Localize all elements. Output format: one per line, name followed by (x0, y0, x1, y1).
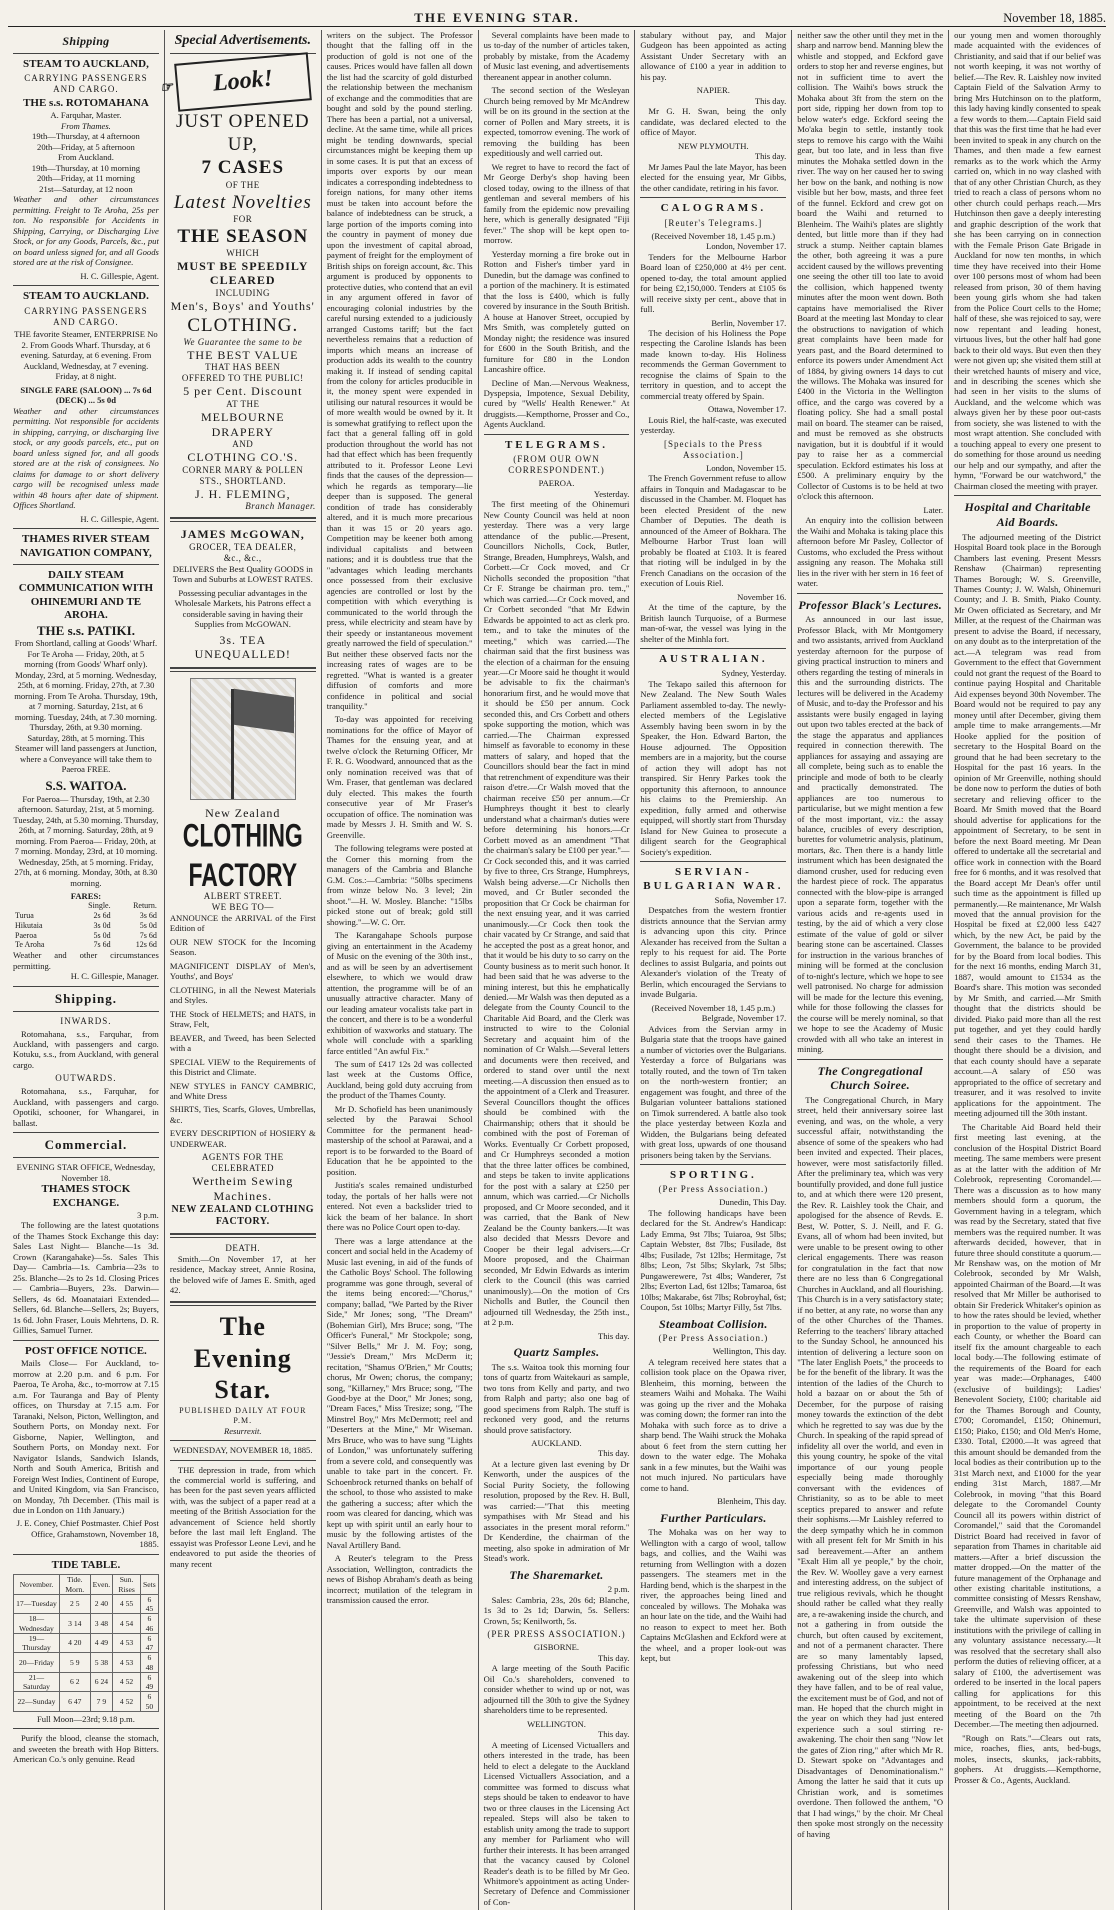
table-row (13, 940, 159, 950)
auckland-dateline: This day. (597, 1448, 630, 1459)
local-news-item: Justitia's scales remained undisturbed today, the portals of her halls were not entered. Not even a backslider tried to kick the beam of her balance. In short there was no Police Court open to-day. (326, 1180, 473, 1233)
steamboat-text: A telegram received here states that a collision took place on the Opawa river, Blenheim, this morning, between the steamers Waihi and Mohaka. The Waihi was going up the river and the Mohaka was coming down; the former ran into the Mohaka with such force as to drive a sharp bend. The Waihi struck the Mohaka about 6 feet from the stern cutting her down to the water edge. The Mohaka sank in a few minutes, but the Waihi was not much injured. No particulars have come to hand. (640, 1356, 787, 1493)
table-row (13, 921, 159, 931)
clothing-factory-title: CLOTHING FACTORY (182, 816, 303, 893)
later-text: An enquiry into the collision between the Waihi and Mohaka is taking place this afternoon before Mr Pasley, Collector of Customs, who excluded the Press without assigning any reason. The Mohaka still lies in the river with her stern in 16 feet of water. (797, 515, 944, 589)
gisborne-head: GISBORNE. (533, 1642, 580, 1653)
new-stock-text: OUR NEW STOCK for the Incoming Season. (169, 936, 316, 958)
black-lectures-text: As announced in our last issue, Professor Black, with Mr Montgomery and two assistants, arrived from Auckland yesterday afternoon for the purpose of giving practical instruction to miners and others regarding the testing of minerals in this and the surrounding districts. The lectures will be delivered in the Academy of Music, and to-day the Professor and his assistants were busily engaged in laying out upon two tables erected at the back of the stage the apparatus and appliances required in connection therewith. The appliances for assaying and assaying are all complete, being such as to enable the principle and mode of both to be clearly and practically demonstrated. The appliances are too numerous to particularise, but we might mention a few of the most important, viz.: the assay balance, crucibles of every description, burettes for volumetric analysis, platinum, mortars, &c. Then there is a handy little instrument which has been designated the diamond crusher, used for reducing even the hardest piece of rock. The apparatus connected with the blow-pipe is arranged upon a separate form, together with the various acids and re-agents used in testing, by the aid of which a very close estimate of the value of gold or silver bearing stone can be ascertained. Classes for instruction in the various branches of mining will be formed at the conclusion of to-night's lecture, which we hope to see well patronised. No charge for admission will be made for the lecture this evening, while for those following the classes for the course will be merely nominal, so that we hope to see the Academy of Music crowded with all who take an interest in mining. (797, 614, 944, 1055)
clothing-heading: CLOTHING. (187, 314, 299, 336)
charitable-text: The Charitable Aid Board held their first meeting last evening, at the conclusion of the Hospital District Board meeting. The same members were present as at the latter with the addition of Mr Colebrook, representing Coromandel.—There was a discussion as to how many members should form a quorum, the Government having in a telegram, which was read by the Secretary, stated that five members was the required number. It was afterwards decided, however, that in future three should constitute a quorum.—Mr Renshaw was, on the motion of Mr Colebrook, seconded by Mr Walsh, appointed Chairman of the Board.—It was resolved that Mr Miller be authorised to obtain Sir Frederick Whitaker's opinion as to how the rates should be levied, whether in proportion to the value of property in each County, or whether the Board can itself fix the amount chargeable to each local body.—The following estimate of the requirements of the Board for each year was made:—Orphanages, £400 (exclusive of buildings); Ladies' Benevolent Society, £100; charitable aid for the Thames Borough and County, £700; Coromandel, £150; Ohinemuri, £150; Piako, £150; and Old Men's Home, £330. Total, £2000.—It was agreed that this amount should be demanded from the local bodies as their contribution up to the 31st March next, and £1000 for the year ending 31st March, 1887.—Mr Colebrook, in moving "that this Board delegate to the Coromandel County Council all its powers within district of Coromandel," said that the Coromandel District Board had received in favor of separation from Thames in charitable aid matters.—After a brief discussion the matter dropped.—On the matter of the future management of the Orphanage and other existing charitable institutions, a committee consisting of Messrs Renshaw, Greenville, and Walsh was appointed to take the ultimate supervision of these institutions with the privilege of calling in any voluntary assistance necessary.—It was resolved that the secretary shall also perform the duties of relieving officer, at a salary of £100, the advertisement was ordered to be inserted in the local papers calling for applications for this appointment, to be received at the next meeting of the Board on the 7th December.—The meeting then adjourned. (954, 1121, 1101, 1730)
clothing-co: CLOTHING CO.'S. (187, 450, 299, 465)
london-dateline: London, November 17. (706, 241, 787, 252)
just-opened: JUST OPENED UP, (175, 111, 310, 156)
resurrexit: Resurrexit. (223, 1425, 262, 1436)
grocer: GROCER, TEA DEALER, (189, 541, 297, 552)
helmets-text: THE Stock of HELMETS; and HATS, in Straw, Felt, (169, 1008, 316, 1030)
tide-cell: 20—Friday (14, 1653, 60, 1673)
wellington-text: A meeting of Licensed Victuallers and others interested in the trade, has been held to elect a delegate to the Auckland Licensed Victuallers Association, and a committee was formed to discuss what steps should be taken to endeavor to have two or three clauses in the Licensing Act repealed. Steps will also be taken to establish unity among the trade to support any member for Parliament who will further their interests. It has been arranged that the vacancy caused by Colonel Reader's death is to be filled by Mr Geo. Whitmore's appointment as acting Under-Secretary of Defence and Commissioner of Con- (483, 1739, 630, 1907)
masthead (8, 4, 1106, 27)
editorial-cont: writers on the subject. The Professor thought that the falling off in the production of gold is not one of the causes. Prices would have fallen all down the list had the scarcity of gold disturbed the relationship between the mechanism of exchange and the commodities that are bought and sold by the pound sterling. There has been a partial, not a universal, decline. At the same time, while all prices might be tending downwards, special circumstances might be keeping them up in some cases. It is put that an excess of imports over exports by our mean indicates a corresponding indebtedness to foreign nations, for many other items must be taken into account before the balance of indebtedness can be struck, a large portion of the imports coming into the country in payment of money due upon the investment of capital abroad, payment of freight for the employment of British ships on foreign account, &c. This argument is produced by opponents to protective duties, who contend that an evil in any argument offered in favor of encouraging colonial industries by the careful nursing extended to a judiciously arranged Customs tariff; but the fact nevertheless remains that a reduction of imports which means an increase of production adds its wealth to the country making it. If instead of sending capital from the colony for articles producible in it, the money spent were expended in utilising our natural resources it would be of more wealth would be owned by it. It is somewhat gratifying to reflect upon the fact that a general falling off in gold production throughout the world has not had that effect which has been frequently attributed to it. Professor Leone Levi finds that the causes of the depression—which he regards as temporary—lie deeper than is supposed. The general condition of trade has considerably altered, and it is much more precarious than it was 15 or 20 years ago. Competition may be keener both among individual capitalists and between nations; and it is doubtless true that the "advantages which leading merchants once possessed from their exclusive agencies are controlled or lost by the competition with which everything is communicated to the world through the press, while electricity and steam have by their speedy or instantaneous movement greatly narrowed the field of speculation." But neither these observed facts nor the increasing rates of wages are to be regretted. "What is wanted is a greater diffusion of comforts and more confidence in political and social tranquility." (326, 30, 473, 711)
own-correspondent: (FROM OUR OWN CORRESPONDENT.) (508, 454, 605, 476)
received-note: (Received November 18, 1.45 p.m.) (651, 230, 776, 241)
cable-text: Louis Riel, the half-caste, was executed yesterday. (640, 414, 787, 436)
seven-cases: 7 CASES (201, 157, 285, 179)
table-row (13, 931, 159, 941)
fares-table (13, 901, 159, 950)
steamboat-heading: Steamboat Collision. (659, 1316, 768, 1331)
hospital-heading: Hospital and Charitable Aid Boards. (964, 500, 1091, 529)
magnificent-text: MAGNIFICENT DISPLAY of Men's, Youths', and Boys' (169, 960, 316, 982)
received-note: (Received November 18, 1.45 p.m.) (651, 1002, 776, 1013)
including-label: INCLUDING (215, 288, 271, 299)
fares-note: Weather and other circumstances permitting. (13, 950, 159, 971)
fare-return: 3s 6d (139, 911, 157, 921)
editorial-date: WEDNESDAY, NOVEMBER 18, 1885. (173, 1445, 313, 1456)
rough-on-rats-ad: "Rough on Rats."—Clears out rats, mice, roaches, flies, ants, bed-bugs, moles, insects, skunks, jack-rabbits, gophers. At druggists.—Kempthorne, Prosser & Co., Agents, Auckland. (954, 1732, 1101, 1785)
beaver-text: BEAVER, and Tweed, has been Selected with a (169, 1032, 316, 1054)
tide-cell: 21—Saturday (14, 1672, 60, 1692)
tide-cell: 17—Tuesday (14, 1594, 60, 1614)
branch-manager: Branch Manager. (245, 501, 316, 512)
newspaper-title: THE EVENING STAR. (414, 10, 580, 25)
clothing-styles-text: CLOTHING, in all the Newest Materials and Styles. (169, 984, 316, 1006)
purify-ad: Purify the blood, cleanse the stomach, and sweeten the breath with Hop Bitters. American Co.'s only genuine. Read (13, 1733, 159, 1765)
special-view-text: SPECIAL VIEW to the Requirements of this District and Climate. (169, 1056, 316, 1078)
tide-cell: 6 50 (140, 1692, 158, 1712)
tide-cell: 2 40 (90, 1594, 113, 1614)
fare-return: 12s 6d (135, 940, 157, 950)
column-telegrams (479, 30, 636, 1910)
fares-head: Return. (133, 901, 157, 911)
fare-dest: Hikutaia (15, 920, 43, 930)
death-text: Smith.—On November 17, at her residence, Mackay street, Annie Rosina, the beloved wife of James E. Smith, aged 42. (169, 1253, 316, 1296)
guarantee-line: We Guarantee the same to be (183, 336, 303, 347)
newplymouth-text: Mr James Paul the late Mayor, has been elected for the ensuing year, Mr Gibbs, the other candidate, retiring in his favor. (640, 161, 787, 193)
steam2-fares: SINGLE FARE (SALOON) ... 7s 6d (DECK) ... 5s 0d (20, 384, 152, 406)
sharemarket-title: The Sharemarket. (509, 1567, 604, 1582)
tide-head: Even. (90, 1575, 113, 1595)
fare-single: 2s 6d (93, 911, 111, 921)
tide-cell: 19—Thursday (14, 1633, 60, 1653)
we-beg: WE BEG TO— (211, 901, 274, 912)
flag-illustration (190, 678, 296, 800)
daily-steam-title: DAILY STEAM COMMUNICATION WITH OHINEMURI AND TE AROHA. (18, 569, 154, 622)
local-news-item: Mr D. Schofield has been unanimously selected by the Parawai School Committee for the permanent head-mastership of the school at Parawai, and a report is to be forwarded to the Board of Education that he be appointed to the position. (326, 1103, 473, 1177)
latest-novelties: Latest Novelties (173, 191, 312, 213)
fare-single: 5s 0d (93, 930, 111, 940)
fare-single: 7s 6d (93, 940, 111, 950)
table-row (14, 1633, 159, 1653)
table-row (14, 1692, 159, 1712)
sharemarket-time: 2 p.m. (607, 1584, 630, 1595)
australian-text: The Tekapo sailed this afternoon for New Zealand. The New South Wales Parliament assembled to-day. The newly-elected members of the Legislative Assembly having been sworn in by the Speaker, the Hon. Edward Barton, the House adjourned. The Opposition members are in a majority, but the course of action they will adopt has not transpired. Sir Henry Parkes took the opportunity this afternoon, to announce his claims to the Premiership. An expedition, fully armed and otherwise equipped, will shortly start from Thursday Island for New Guinea to prosecute a diligent search for the Geographical Society's expedition. (640, 678, 787, 857)
tide-cell: 6 49 (140, 1672, 158, 1692)
tide-cell: 7 9 (90, 1692, 113, 1712)
sporting-text: The following handicaps have been declared for the St. Andrew's Handicap: Lady Emma, 9st 7lbs; Tuiaroa, 9st 5lbs; Captain Webster, 8st 7lbs; Fusilade, 8st 4lbs; Fusilade, 7st 12lbs; Hermitage, 7st 8lbs; Leon, 7st 5lbs; Skylark, 7st 5lbs; Pungawerewere, 7st 4lbs; Wanderer, 7st 2lbs; Everton Lad, 6st 12lbs; Tamaroa, 6st 10lbs; Makarabe, 6st 7lbs; Robroyhal, 6st; Coupon, 5st 10lbs; Martyr Filly, 5st 7lbs. (640, 1207, 787, 1313)
wellington-head: WELLINGTON. (527, 1718, 586, 1729)
tide-cell: 4 20 (59, 1633, 90, 1653)
column-advertisements (159, 30, 322, 1910)
newplymouth-head: NEW PLYMOUTH. (678, 140, 749, 151)
ship1-schedule: 19th—Thursday, at 4 afternoon 20th—Friday, at 5 afternoon From Auckland. 19th—Thursday, at 10 morning 20th—Friday, at 11 morning 21st—Saturday, at 12 noon (31, 131, 141, 194)
fares-head (13, 901, 69, 911)
editorial-text: THE depression in trade, from which the commercial world is suffering, and has been for the past seven years afflicted with, was the subject of a paper read at a meeting of the British Association for the advancement of Science held shortly before the last mail left England. The essayist was Professor Leone Levi, and he endeavored to put aside the theories of many recent (169, 1464, 316, 1569)
sharemarket-text: Sales: Cambria, 23s, 20s 6d; Blanche, 1s 3d to 2s 1d; Darwin, 5s. Sellers: Crown, 5s; Kenilworth, 5s. (483, 1594, 630, 1626)
look-banner (159, 52, 312, 111)
corner-streets: CORNER MARY & POLLEN STS., SHORTLAND. (182, 464, 304, 486)
nzcf-footer: NEW ZEALAND CLOTHING FACTORY. (171, 1203, 315, 1227)
reuter-label: [Reuter's Telegrams.] (664, 217, 763, 228)
further-particulars-heading: Further Particulars. (660, 1510, 767, 1525)
steam2-note: Weather and other circumstances permitting. Not responsible for accidents in shipping, carrying, or discharging live stock, or any goods parcels, etc., put on board unless signed for, and all goods stored are at the risk of consignees. No claims for damage to or short delivery cargo will be recognised unless made within 48 hours after date of shipment. Offices Shortland. (13, 405, 159, 511)
flag-icon (234, 689, 294, 733)
exchange-text: The following are the latest quotations of the Thames Stock Exchange this day: Sales Last Night— Blanche—1s 3d. Crown (Karangahake)—5s. Sales This Day— Cambria—1s. Cambria—23s to 25s. Blanche—2s to 2s 1d. Closing Prices— Cambria—Buyers, 23s. Darwin—Sellers, 4s 6d. Moanataiari Extended—Sellers, 6d. Blanche—Sellers, 2s; Buyers, 1s 6d. John Fraser, Louis Mehrtens, D. R. Gillies, Samuel Turner. (13, 1220, 159, 1336)
servian-text: Despatches from the western frontier districts announce that the Servian army is advancing upon this city. Prince Alexander has received from the Sultan a reply to his request for aid. The Porte declines to assist Bulgaria, and points out Alexander's violation of the Treaty of Berlin, which encouraged the Servians to invade Bulgaria. (640, 905, 787, 1000)
must-be-cleared: MUST BE SPEEDILY CLEARED (177, 258, 309, 288)
gisborne-text: A large meeting of the South Pacific Oil Co.'s shareholders, convened to consider whether to wind up or not, was adjourned till the 30th to give the Sydney shareholders time to be represented. (483, 1663, 630, 1716)
cable-text: At the time of the capture, by the British launch Turquoise, of a Burmese man-of-war, the vessel was lying in the shelter of the Minhla fort. (640, 602, 787, 644)
tide-cell: 6 46 (140, 1614, 158, 1634)
tide-note: Full Moon—23rd; 9.18 p.m. (36, 1713, 135, 1724)
local-news-item: The following telegrams were posted at the Corner this morning from the managers of the Cambria and Blanche G.M. Cos.:—Cambria: "50lbs specimens from winze below No. 3 level; 2in shoot."—H. W. Mosley. Blanche: "15lbs picked stone out of break; gold still showing."—W. C. Orr. (326, 843, 473, 927)
tea-unequalled: 3s. TEA UNEQUALLED! (194, 632, 291, 662)
collision-cont: neither saw the other until they met in the sharp and narrow bend. Manning blew the whistle and stopped, and Eckford gave orders to stop her and reverse engines, but not in sufficient time to avert the collision. The Waihi's bows struck the Mohaka about 3ft from the stern on the port side, ripping her down from top to below water's edge. Eckford seeing the Mo'aka begin to settle, instantly took steps to remove his cargo with the Waihi gear, but too late, and in less than five minutes the Mohaka settled down in the river. The way on her caused her to swing her bow on the bank, and nothing is now visible but her bow, masts, and three feet of the funnel. Eckford and crew got on board the Waihi and returned to Blenheim. The Waihi's plates are slightly dented, but little more than if they had struck a stump. Neither captain blames the other, both agreeing it was a pure accident caused by the willows preventing one seeing the other till too late to avoid the collision, which happened twenty minutes after the moon went down. Both captains have memorialised the River Board at the meeting last Monday to clear the obstructions to navigation of which great complaints have been made for years past, and the Board determined to enforce its powers under Amendment Act of 1884, by giving owners 14 days to cut the willows. The Mohaka was insured for £400 in the Victoria in the Wellington office, and the cargo was covered by a floating policy. She had a small postal mail on board. The steamer can be raised, and must be removed as she obstructs navigation, but it is doubtful if it would pay to raise her as a commercial speculation. Eckford estimates his loss at £500. A preliminary enquiry by the Collector of Customs is to be held at two o'clock this afternoon. (797, 30, 944, 502)
tide-cell: 2 5 (59, 1594, 90, 1614)
post-sign: J. E. Coney, Chief Postmaster. Chief Post Office, Grahamstown, November 18, 1885. (16, 1518, 159, 1550)
gisborne-dateline: This day. (597, 1652, 630, 1663)
press-association: (Per Press Association.) (658, 1184, 769, 1195)
post-title: POST OFFICE NOTICE. (25, 1344, 147, 1357)
fare-dest: Turua (15, 911, 34, 921)
fare-dest: Te Aroha (15, 940, 45, 950)
tide-cell: 4 54 (113, 1614, 141, 1634)
shipping-heading: Shipping (62, 34, 110, 48)
waitoa-text: For Paeroa— Thursday, 19th, at 2.30 afternoon. Saturday, 21st, at 5 morning. Tuesday, 24th, at 5.30 morning. Thursday, 26th, at 7 morning. Saturday, 28th, at 9 morning. From Paeroa— Friday, 20th, at 7 morning. Monday, 23rd, at 10 morning. Wednesday, 25th, at 5 morning. Friday, 27th, at 6 morning. Monday, 30th, at 8.30 morning. (13, 793, 159, 888)
auckland-text: At a lecture given last evening by Dr Kenworth, under the auspices of the Social Purity Society, the following resolution, proposed by the Rev. H. Bull, was carried:—"That this meeting sympathises with Mr Stead and his associates in the present moral reform." Dr Kenderdine, the chairman of the meeting, also spoke in admiration of Mr Stead's work. (483, 1458, 630, 1564)
steam2-subtitle: CARRYING PASSENGERS AND CARGO. (24, 305, 148, 327)
calograms-heading: CALOGRAMS. (660, 202, 767, 215)
shipping2-heading: Shipping. (54, 990, 117, 1006)
table-row (14, 1672, 159, 1692)
napier-head: NAPIER. (696, 85, 730, 96)
blenheim-dateline: Blenheim, This day. (717, 1496, 787, 1507)
new-styles-text: NEW STYLES in FANCY CAMBRIC, and White Dress (169, 1080, 316, 1101)
local-news-item: Yesterday morning a fire broke out in Rotton and Fisher's timber yard in Dunedin, but the damage was confined to a portion of the machinery. It is estimated that the loss is £400, which is fully covered by insurance in the South British. A house at Hanover Street, occupied by Mrs Smith, was completely gutted on Monday night; the residence was insured for £600 in the South British, and the furniture for £80 in the London Lancashire office. (483, 248, 630, 375)
possessing-text: Possessing peculiar advantages in the Wholesale Markets, his Patrons effect a considerable saving in having their Supplies from McGOWAN. (174, 587, 311, 630)
evening-office: EVENING STAR OFFICE, Wednesday, November 18. (16, 1162, 156, 1183)
tide-header-row (14, 1575, 159, 1595)
every-text: EVERY DESCRIPTION of HOSIERY & UNDERWEAR. (169, 1128, 316, 1149)
steam2-title: STEAM TO AUCKLAND. (23, 290, 149, 303)
fleming-name: J. H. FLEMING, (194, 486, 291, 501)
patiki-title: THE s.s. PATIKI. (36, 622, 135, 638)
tide-cell: 6 45 (140, 1594, 158, 1614)
tide-cell: 4 52 (113, 1692, 141, 1712)
further-text: The Mohaka was on her way to Wellington with a cargo of wool, tallow bags, and collies, and the Waihi was returning from Wellington with a dozen passengers. The steamers met in the Harding bend, which is the sharpest in the river, the approaches being lined and concealed by willows. The Mohaka was an hour late on the tide, and the Waihi had no reason to expect to meet her. Both Captains McGlashen and Eckford were at the wheel, and a proper look-out was kept, but (640, 1527, 787, 1664)
shirts-text: SHIRTS, Ties, Scarfs, Gloves, Umbrellas, &c. (169, 1104, 316, 1125)
fare-dest: Paeroa (15, 930, 37, 940)
tide-cell: 6 48 (140, 1653, 158, 1673)
paeroa-dateline: Yesterday. (593, 488, 630, 499)
tide-cell: 4 49 (90, 1633, 113, 1653)
later-label: Later. (923, 504, 944, 515)
mcgowan-name: JAMES McGOWAN, (180, 527, 305, 542)
commercial-heading: Commercial. (44, 1137, 128, 1153)
delivers-text: DELIVERS the Best Quality GOODS in Town and Suburbs at LOWEST RATES. (172, 563, 313, 585)
fares-header-row (13, 901, 159, 911)
tide-cell: 6 2 (59, 1672, 90, 1692)
black-lectures-heading: Professor Black's Lectures. (798, 597, 943, 612)
and-label: AND (232, 439, 254, 450)
local-news-item: The Karangahape Schools purpose giving an entertainment in the Academy of Music on the evening of the 30th inst., and as will be seen by an advertisement elsewhere, to which we would draw attention, the programme will be of an unusually attractive character. Many of our leading amateur vocalists take part in the concert, and there is to be a wonderful exhibition of waxworks and statuary. The whole will conclude with a sparkling farce entitled "An awful Fix." (326, 930, 473, 1056)
tide-head: Tide. Morn. (59, 1575, 90, 1595)
press-association: (PER PRESS ASSOCIATION.) (487, 1629, 626, 1640)
tide-head: Sets (140, 1575, 158, 1595)
ship1-name: THE s.s. ROTOMAHANA (23, 96, 149, 109)
tide-head: November. (14, 1575, 60, 1595)
nov16-dateline: November 16. (737, 591, 787, 602)
melbourne-drapery: MELBOURNE DRAPERY (200, 409, 285, 439)
paeroa-thisday: This day. (597, 1330, 630, 1341)
local-news-item: There was a large attendance at the concert and social held in the Academy of Music last evening, in aid of the funds of the Catholic Boys' School. The following programme was gone through, several of the items being encored:—"Chorus," company; ballad, "We Parted by the River Side," Mr Jones; song, "The Dream" (Bohemian Girl), Mrs Bruce; song, "The Officer's Funeral," Mr Stockpole; song, "Silver Bells," Mr J. M. Foy; song, "Jessie's Dream," Mrs McDerm it; recitation, "Shamus O'Brien," Mr Coutts; chorus, Mr Owen; chorus, the company; song, "Killarney," Mrs Bruce; song, "The Good-bye at the Door," Mr Jones; song, "Dream Faces," Miss Tresize; song, "The Minstrel Boy," Mrs McDermott; reel and "Deserters at the Mine," Mr Wiseman. Mrs Bruce, who was to have sung "Lights of London," was unfortunately suffering from a severe cold, and consequently was unable to take part in the concert. Fr. Schoenbrock returned thanks on behalf of the school, to those who assisted to make the gathering a success; after which the room was cleared for dancing, which was kept up with spirit until an early hour to music by the following artistes of the Naval Artillery Band. (326, 1235, 473, 1550)
local-news-item: To-day was appointed for receiving nominations for the office of Mayor of Thames for the ensuing year, and at twelve o'clock the Returning Officer, Mr F. R. G. Woodward, announced that as the only nomination received was that of Wm. Fraser, that gentleman was declared duly elected. This makes the fourth consecutive year of Mr Fraser's occupation of office. The nomination was made by Messrs J. H. Smith and W. S. Greenville. (326, 714, 473, 840)
fare-return: 5s 0d (139, 920, 157, 930)
napier-text: Mr G. H. Swan, being the only candidate, was declared elected to the office of Mayor. (640, 106, 787, 138)
ottawa-dateline: Ottawa, November 17. (708, 404, 787, 415)
congregational-heading: The Congregational Church Soiree. (817, 1063, 923, 1093)
paeroa-head: PAEROA. (538, 478, 575, 489)
best-value: THE BEST VALUE (187, 347, 299, 362)
steam2-text: THE favorite Steamer, ENTERPRISE No 2. From Goods Wharf. Thursday, at 6 evening. Saturday, at 6 evening. From Auckland, Wednesday, at 7 evening. Friday, at 8 night. (14, 329, 158, 382)
agents-label: AGENTS FOR THE CELEBRATED (201, 1152, 284, 1174)
fares-head: Single. (88, 901, 111, 911)
ever-been: THAT HAS BEEN (205, 362, 281, 373)
pointing-hand-icon: ☞ (159, 80, 174, 97)
fares-manager: H. C. Gillespie, Manager. (70, 971, 159, 982)
local-news-item: The second section of the Wesleyan Church being removed by Mr McAndrew will be on its ground in the section at the corner of Pollen and Mary streets, it is expected, tomorrow evening. The work of removing the building has been expeditiously and well carried out. (483, 85, 630, 159)
look-text: Look! (211, 65, 274, 98)
tide-cell: 6 24 (90, 1672, 113, 1692)
table-row (13, 911, 159, 921)
local-news-item: Decline of Man.—Nervous Weakness, Dyspepsia, Impotence, Sexual Debility, cured by "Wells' Health Renewer." At druggists.—Kempthorne, Prosser and Co., Agents Auckland. (483, 377, 630, 430)
dunedin-dateline: Dunedin, This Day. (719, 1197, 787, 1208)
inwards-text: Rotomahana, s.s., Farquhar, from Auckland, with passengers and cargo. Kotuku, s.s., from Auckland, with general cargo. (13, 1028, 159, 1070)
for-label: FOR (233, 213, 253, 224)
telegrams-heading: TELEGRAMS. (504, 438, 609, 451)
table-row (14, 1653, 159, 1673)
congregational-text: The Congregational Church, in Mary street, held their anniversary soiree last evening, and was, on the whole, a very successful affair, notwithstanding the absence of some of the speakers who had been invited and expected. Their places, however, were most satisfactorily filled. After the preliminary tea, which was very bountifully provided, and done full justice to, and at which there were 120 present, the Rev. R. Laishley took the Chair, and apologised for the absence of Revds. E. Best, W. Potter, S. J. Neill, and F. G. Evans, all of whom had been invited, but were unable to be present owing to other clerical engagements. There was reason for congratulation in the fact that now there are no less than 6 Congregational Churches in Auckland, and all flourishing. This Church is in a very satisfactory state; if no better, at any rate, no worse than any of the other Churches of the Thames. Referring to the teachers' library attached to the Sunday School, he announced his intention of delivering a lecture soon on "The later English Poets," the proceeds to be for the benefit of the library. It was the intention of the ladies of the Church to hold a bazaar on or about the 5th of December, for the purpose of raising money towards the extinction of the debt which he regretted to say was due by the Church. In speaking of the rapid spread of infidelity all over the world, and even in this young country, he spoke of the vital importance of our young people especially being made thoroughly conversant with the evidences of Christianity, so as to be able to meet sceptics prepared to answer and refute their sophisms.—Mr Laishley referred to the deep sympathy which he in common with all present felt for Mr Smith in his sad bereavement.—After an anthem "Exalt Him all ye people," by the choir, the Rev. W. Woolley gave a very earnest and interesting address, on the subject of true religious revivals, which he thought should rather be called what they really are, a re-awakening inside the church, and not a gathering in from outside the church, but often caused by excitement, and not of a permanent character. There are so many lamentably lapsed, professing Christians, but who need awakening out of the sleep into which they have fallen, and to be of real value, the excitement must be of God, and not of man. He hoped that the church might in the year on which they had just entered experience such a soul stirring re-awakening. The choir then sang "Now let the gates of Zion ring," after which Mr R. D. Stewart spoke on "Advantages and Disadvantages of Denominationalism." Among the latter he said that it cuts up Christian work, and is sometimes overdone. Then followed the anthem, "O that I had wings," by the choir. Mr Cheal then spoke most strongly on the necessity of having (797, 1094, 944, 1839)
tide-cell: 5 38 (90, 1653, 113, 1673)
steam-auckland-title: STEAM TO AUCKLAND, (23, 57, 149, 70)
table-row (14, 1614, 159, 1634)
at-the: AT THE (226, 399, 260, 410)
press-association: (Per Press Association.) (658, 1333, 769, 1344)
wellington-dateline: This day. (597, 1729, 630, 1740)
tide-title: TIDE TABLE. (51, 1558, 121, 1571)
discount: 5 per Cent. Discount (183, 384, 303, 399)
death-title: DEATH. (225, 1242, 261, 1253)
tide-cell: 3 48 (90, 1614, 113, 1634)
outwards-text: Rotomahana, s.s., Farquhar, for Auckland, with passengers and cargo. Opotiki, schooner, for Whangarei, in ballast. (13, 1086, 159, 1128)
newplymouth-dateline: This day. (754, 151, 787, 162)
published-daily: PUBLISHED DAILY AT FOUR P.M. (179, 1406, 307, 1425)
inwards-label: INWARDS. (60, 1015, 112, 1026)
wellington-dateline: Wellington, This day. (712, 1346, 787, 1357)
which-label: WHICH (226, 247, 260, 258)
ship1-agent: H. C. Gillespie, Agent. (80, 270, 159, 281)
tide-cell: 3 14 (59, 1614, 90, 1634)
tide-cell: 18—Wednesday (14, 1614, 60, 1634)
specials-label: [Specials to the Press Association.] (663, 438, 763, 460)
fare-return: 7s 6d (139, 930, 157, 940)
congregational-cont: our young men and women thoroughly made acquainted with the evidences of Christianity, and said that if our belief was not worth keeping, it was not worthy of belief.—The Rev. R. Laishley now invited Captain Field of the Salvation Army to bring Mrs Hutchinson on to the platform, this lady having kindly consented to speak a few words to them.—Captain Field said that this was the first time that he had ever been invited to speak in any church on the Thames, and then made a few earnest remarks as to the work which the Army carried on, which in no way clashed with that of any other Christian Church, as they tried to reach a class of persons whom no other church could perhaps reach.—Mrs Hutchinson then gave a deeply interesting and graphic description of the work that she has been carrying on in connection with the Female Prison Gate Brigade in Auckland for now ten months, in which time they have received into their Home over 100 persons most of whom had been released from prison, 30 of them having been young girls whom she had taken from the Police Court cells to the Home; half of these, she was rejoiced to say, were now repentant and leading honest, virtuous lives, but the other half had gone back to their old ways. But even then they were not given up; she visited them still at their wretched haunts of misery and vice, and in describing the scenes which she had seen in her visits to the slums of Auckland, and the welcome which was always given her by these poor out-casts from society, she was listened to with the most wrapt attention. She concluded with a touching appeal to every one present to do something for those around us needing our help and our sympathy, and after the hymn, "Forward be our watchword," the Chairman closed the meeting with prayer. (954, 30, 1101, 491)
hospital-text: The adjourned meeting of the District Hospital Board took place in the Borough Chambers last evening. Present Messrs Renshaw (Chairman) representing Thames Borough; W. S. Greenville, Thames County; J. W. Walsh, Ohinemuri County; and J. B. Smith, Piako County. Mr Owen officiated as Secretary, and Mr Miller, at the request of the Chairman was present to advise the Board, if necessary, on any doubt as to the interpretation of the act.—A telegram was read from Government to the effect that Government could not grant the request of the Board to continue paying Hospital and Charitable Aid expenses beyond 30th November. The Board would not be required to pay any money until after December, giving them ample time to make arrangements.—Mr Hooke applied for the position of secretary to the Hospital Board on the ground that he had been secretary to the Hospital for the past 16 years. In the opinion of Mr Greenville, nothing should be done now to perform the duties of both secretary and relieving officer to the Board. Mr Smith moved that the Board should advertise for applications for the appointment of Secretary, to be sent in before the next Board meeting. Mr Dean offered to undertake all the secretarial and office work in connection with the Board free for 6 months, and it was resolved that the Board accept Mr Dean's offer until such time as the appointment is filled up permanently.—Re maintenance, Mr Walsh moved that the annual provision for the Hospital be fixed at £2,000 less £427 which, by the new Act, be paid by the Government, the balance to be provided for by the Board from local bodies. This for the next 16 months, ending March 31, 1887, would amount to £1534 as the Board's share. This motion was seconded by Mr Smith, and carried.—Mr Smith thought that the districts should be divided. Piako paid more than all the rest put together, and yet they could hardly send their cases to the Thames. He thought there should be a division, and that each county should have a separate account.—A salary of £50 was appropriated to the office of secretary and treasurer, and it was resolved to invite applications for the appointment. The meeting adjourned till the 30th instant. (954, 531, 1101, 1119)
albert-street: ALBERT STREET. (203, 890, 282, 901)
steam-auckland-subtitle: CARRYING PASSENGERS AND CARGO. (24, 73, 148, 94)
exchange-time: 3 p.m. (137, 1210, 159, 1220)
auckland-head: AUCKLAND. (531, 1438, 582, 1448)
exchange-title: THAMES STOCK EXCHANGE. (41, 1183, 131, 1209)
servian-heading: SERVIAN-BULGARIAN WAR. (643, 866, 784, 892)
sofia-dateline: Sofia, November 17. (714, 894, 787, 905)
announce-text: ANNOUNCE the ARRIVAL of the First Edition of (169, 912, 316, 934)
nz-label: New Zealand (205, 806, 281, 821)
tide-head: Sun. Rises (113, 1575, 141, 1595)
tide-table (13, 1574, 159, 1712)
column-cablegrams (635, 30, 792, 1910)
napier-dateline: This day. (754, 95, 787, 106)
column-local (792, 30, 949, 1910)
cable-text: Tenders for the Melbourne Harbor Board loan of £250,000 at 4½ per cent. opened to-day, the total amount applied for being £2,150,000. Tenders at £105 6s will receive sixty per cent., above that in full. (640, 251, 787, 315)
paeroa-text: The first meeting of the Ohinemuri New County Council was held at noon yesterday. There was a very large attendance of the public.—Present, Councillors Nicholls, Cock, Butler, Strange, Breaden, Humphreys, Walsh, and Corbett.—Cr Cock moved, and Cr Nicholls seconded the proposition "that Cr F. Strange be chairman pro. tem.," which was carried.—Cr Cock moved, and Cr Corbett seconded "that Mr Edwin Edwards be appointed to act as clerk pro. tem., and to take the minutes of the meeting," which was carried.—The chairman said that the first business was the election of a chairman for the ensuing year.—Cr Moore said he thought it would be advisable to fix the chairman's honorarium first, and he would move that it should be £50 per annum. Cock seconded this, and Crs Corbett and others spoke supporting the motion, which was carried.—The Chairman expressed himself as favorable to economy in these matters of salary, and hoped that the Councillors should bear the fact in mind that retrenchment of expenditure was their raison d'etre.—Cr Walsh moved that the chairman receive £50 per annum.—Cr Humphreys thought it best to clearly understand what a chairman's duties were before determining his honors.—Cr Corbett moved as an amendment "That the chairman's salary be £100 per year."—Cr Cock seconded this, and it was carried by five to three, Crs Strange, Humphreys, Walsh being adverse.—Cr Nicholls then moved, and Cr Butler seconded the proposition that Cr Cock be chairman for the next ensuing year, and it was carried unanimously.—Cr Cock then took the chair vacated by Cr Strange, and said that he accepted the post as a great honor, and that it would be his duty to so carry on the County business as to merit such honor. It had been said that he was adverse to the mining interest, but this he emphatically denied.—Mr Walsh was then deputed as a delegate from the County Council to the Charitable Aid Board, and the Clerk was instructed to wire to the Colonial Secretary and acquaint him of the nomination of Cr Walsh.—Several letters and documents were then received, and ordered to stand over until the next meeting.—A discussion then ensued as to the appointment of a Clerk and Treasurer. Several Councillors thought the offices should be combined with the Chairmanship; others that it should be combined with the post of Foreman of Works. Eventually Cr Corbett proposed, and Cr Humphreys seconded a motion that the three latter offices be combined, and steps be taken to invite applications for the post with a salary at £250 per annum, which was carried.—Cr Nicholls proposed, and Cr Moore seconded, and it was carried, that the Bank of New Zealand be the County bankers.—It was also decided that Messrs Devore and Cooper be their legal advisers.—Cr Moore proposed, and the Chairman seconded, Mr Edwin Edwards as interim clerk to the Council (this was carried unanimously).—On the motion of Crs Nicholls and Butler, the Council then adjourned till Wednesday, the 25th inst., at 2 p.m. (483, 499, 630, 1328)
wellington-cont: stabulary without pay, and Major Gudgeon has been appointed as acting Assistant Under Secretary with an allowance of £100 a year in addition to his pay. (640, 30, 787, 82)
newspaper-columns (8, 30, 1106, 1907)
column-shipping (8, 30, 165, 1910)
evening-star-title: The Evening Star. (193, 1311, 292, 1405)
fares-title: FARES: (70, 891, 102, 901)
of-the: OF THE (225, 179, 260, 190)
cable-text: The French Government refuse to allow affairs in Tonquin and Madagascar to be discussed in the Chamber. M. Floquet has been elected President of the new Chamber of Deputies. The death is announced of the Ameer of Bokhara. The Melbourne Harbor Trust loan will probably be floated at £103. It is feared that rioting will be indulged in by the French Canadians on the occasion of the execution of Louis Riel. (640, 473, 787, 589)
local-news-item: A Reuter's telegram to the Press Association, Wellington, contradicts the news of Bishop Abraham's death as being incorrect; mutilation of the telegram in transmission caused the error. (326, 1553, 473, 1606)
servian-text: Advices from the Servian army in Bulgaria state that the troops have gained a number of victories over the Bulgarians. Yesterday a force of Bulgarians was totally routed, and the town of Trn taken on the north-western frontier; an engagement was fought, and three of the Bulgarian volunteer battalions stationed on Timok surrendered. A battle also took the place yesterday between Kozla and Widden, the Bulgarians being defeated with great loss, upwards of one thousand prisoners being taken by the Servians. (640, 1023, 787, 1160)
patiki-text: From Shortland, calling at Goods' Wharf. For Te Aroha — Friday, 20th, at 5 morning (from Goods' Wharf only). Monday, 23rd, at 5 morning. Wednesday, 25th, at 6 morning. Friday, 27th, at 7.30 morning. From Te Aroha. Thursday, 19th, at 7 morning. Saturday, 21st, at 6 morning. Tuesday, 24th, at 7.30 morning. Thursday, 26th, at 9.30 morning. Saturday, 28th, at 5 morning. This Steamer will land passengers at Junction, where a Conveyance will take them to Paeroa FREE. (14, 638, 158, 775)
australian-heading: AUSTRALIAN. (659, 653, 768, 666)
berlin-dateline: Berlin, November 17. (711, 317, 787, 328)
post-text: Mails Close— For Auckland, to-morrow at 2.20 p.m. and 6 p.m. For Paeroa, Te Aroha, &c., to-morrow at 7.15 a.m. For Tauranga and Bay of Plenty offices, on Thursday at 7.15 a.m. For Taranaki, Nelson, Picton, Wellington, and Southern Ports, on Monday next. For Gisborne, Napier, Wellington, and Southern Ports, on Monday next. For Navigator Islands, Sandwich Islands, North and South America, British and Foreign West Indies, Continent of Europe, and United Kingdom, via San Francisco, on Monday, 7th December. (This mail is due in London on 11th January.) (13, 1358, 159, 1515)
grocer-etc: &c., &c., (223, 552, 262, 563)
quartz-title: Quartz Samples. (513, 1344, 600, 1359)
ship1-master: A. Farquhar, Master. (50, 110, 122, 121)
tide-cell: 6 47 (59, 1692, 90, 1712)
wertheim: Wertheim Sewing Machines. (192, 1174, 294, 1203)
ship1-note: Weather and other circumstances permitting. Freight to Te Aroha, 25s per ton. No responsible for Accidents in Shipping, Carrying, or Discharging Live Stock, or for any Goods, Parcels, &c., put on board unless signed for, and all Goods stored are at the risk of Consignee. (13, 194, 159, 268)
waitoa-title: S.S. WAITOA. (45, 777, 127, 793)
column-boards (949, 30, 1106, 1910)
local-news-item: Several complaints have been made to us to-day of the number of articles taken, probably by mistake, from the Academy of Music last evening, and advertisements thereanent appear in another column. (483, 30, 630, 82)
tide-cell: 5 9 (59, 1653, 90, 1673)
steam2-agent: H. C. Gillespie, Agent. (80, 513, 159, 524)
ship1-from-thames: From Thames. (61, 120, 111, 131)
tide-cell: 4 53 (113, 1653, 141, 1673)
tide-cell: 4 52 (113, 1672, 141, 1692)
mens-boys: Men's, Boys' and Youths' (170, 299, 315, 314)
sporting-heading: SPORTING. (669, 1169, 757, 1182)
belgrade-dateline: Belgrade, November 17. (701, 1013, 787, 1024)
local-news-item: We regret to have to record the fact of Mr George Derby's shop having been closed today, owing to the illness of that gentleman and several members of his family from the epidemic now prevailing here, which is generally designated "Fiji fever." The shop will be kept open to-morrow. (483, 161, 630, 246)
tide-cell: 4 53 (113, 1633, 141, 1653)
column-editorial (322, 30, 479, 1910)
issue-date: November 18, 1885. (1003, 11, 1106, 25)
outwards-label: OUTWARDS. (55, 1073, 117, 1084)
the-season: THE SEASON (177, 225, 309, 247)
quartz-text: The s.s. Waitoa took this morning four tons of quartz from Waitekauri as sample, two tons from Kelly and party, and two from Ralph and party; also one bag of good specimens from Ralph. The stuff is reckoned very good, and the returns should prove satisfactory. (483, 1361, 630, 1435)
local-news-item: The sum of £417 12s 2d was collected last week at the Customs Office, Auckland, being gold duty accruing from the product of the Thames County. (326, 1058, 473, 1101)
tide-cell: 22—Sunday (14, 1692, 60, 1712)
tide-cell: 4 55 (113, 1594, 141, 1614)
sydney-dateline: Sydney, Yesterday. (721, 668, 787, 679)
london-dateline: London, November 15. (706, 462, 787, 473)
thames-river-title: THAMES RIVER STEAM NAVIGATION COMPANY, (20, 533, 152, 559)
special-ads-heading: Special Advertisements. (174, 33, 311, 48)
cable-text: The decision of his Holiness the Pope respecting the Caroline Islands has been made known to-day. His Holiness recommends the German Government to recognise the claims of Spain to the territory in question, and to accept the commercial treaty offered by Spain. (640, 328, 787, 401)
tide-cell: 6 47 (140, 1633, 158, 1653)
table-row (14, 1594, 159, 1614)
offered-public: OFFERED TO THE PUBLIC! (181, 373, 304, 384)
fare-single: 3s 0d (93, 920, 111, 930)
